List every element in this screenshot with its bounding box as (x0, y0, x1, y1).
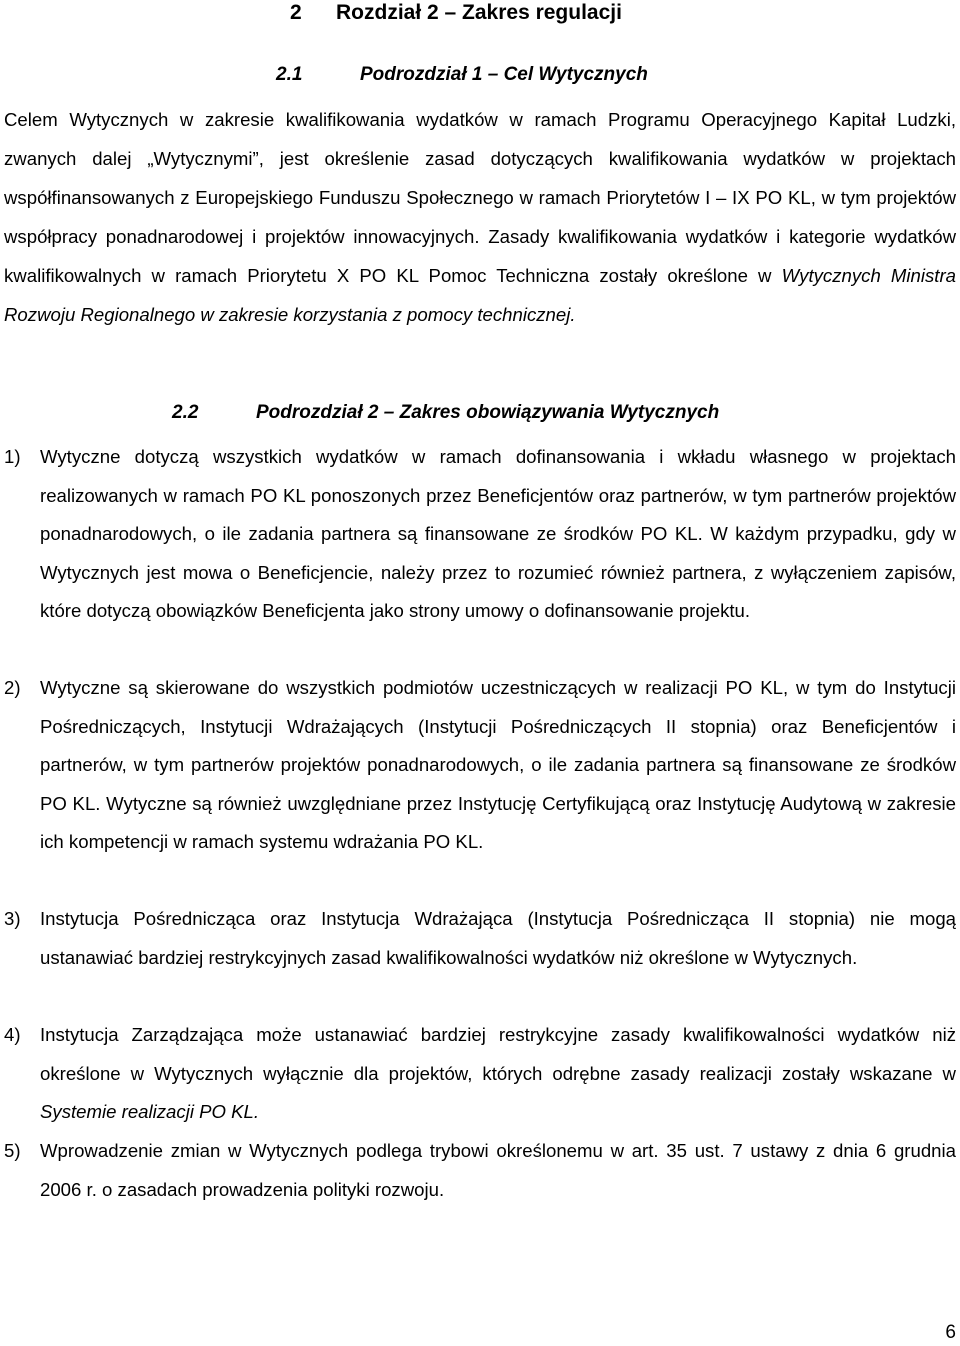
chapter-title: Rozdział 2 – Zakres regulacji (336, 1, 622, 24)
list-item (4, 438, 956, 631)
list-item (4, 1016, 956, 1132)
list-item-reference-italic: Systemie realizacji PO KL. (40, 1101, 260, 1122)
list-item-marker: 4) (4, 1024, 21, 1045)
section-number: 2.2 (172, 402, 199, 423)
section-2-1-paragraph (4, 100, 956, 334)
list-item-text: Wytyczne są skierowane do wszystkich podmiotów uczestniczących w realizacji PO KL, w tym do Instytucji Pośredniczących, Instytucji Wdrażających (Instytucji Pośredniczących II stopnia) oraz Beneficjentów i partnerów, w tym partnerów projektów ponadnarodowych, o ile zadania partnera są finansowane ze środków PO KL. Wytyczne są również uwzględniane przez Instytucję Certyfikującą oraz Instytucję Audytową w zakresie ich kompetencji w ramach systemu wdrażania PO KL. (40, 677, 956, 852)
list-item-text: Wytyczne dotyczą wszystkich wydatków w ramach dofinansowania i wkładu własnego w projektach realizowanych w ramach PO KL ponoszonych przez Beneficjentów oraz partnerów, w tym partnerów projektów ponadnarodowych, o ile zadania partnera są finansowane ze środków PO KL. W każdym przypadku, gdy w Wytycznych jest mowa o Beneficjencie, należy przez to rozumieć również partnera, z wyłączeniem zapisów, które dotyczą obowiązków Beneficjenta jako strony umowy o dofinansowanie projektu. (40, 446, 956, 621)
list-item-text: Instytucja Zarządzająca może ustanawiać bardziej restrykcyjne zasady kwalifikowalności wydatków niż określone w Wytycznych wyłącznie dla projektów, których odrębne zasady realizacji zostały wskazane w (40, 1024, 956, 1084)
section-title: Podrozdział 1 – Cel Wytycznych (360, 64, 648, 85)
list-item-marker: 5) (4, 1140, 21, 1161)
list-item-marker: 3) (4, 908, 21, 929)
section-heading-2-1 (276, 62, 648, 88)
list-item (4, 1132, 956, 1209)
section-title: Podrozdział 2 – Zakres obowiązywania Wytycznych (256, 402, 720, 423)
list-item-text: Wprowadzenie zmian w Wytycznych podlega trybowi określonemu w art. 35 ust. 7 ustawy z dnia 6 grudnia 2006 r. o zasadach prowadzenia polityki rozwoju. (40, 1140, 956, 1200)
list-item (4, 900, 956, 977)
paragraph-text: Celem Wytycznych w zakresie kwalifikowania wydatków w ramach Programu Operacyjnego Kapitał Ludzki, zwanych dalej „Wytycznymi”, jest określenie zasad dotyczących kwalifikowania wydatków w projektach współfinansowanych z Europejskiego Funduszu Społecznego w ramach Priorytetów I – IX PO KL, w tym projektów współpracy ponadnarodowej i projektów innowacyjnych. Zasady kwalifikowania wydatków i kategorie wydatków kwalifikowalnych w ramach Priorytetu X PO KL Pomoc Techniczna zostały określone w (4, 109, 956, 286)
list-item-text: Instytucja Pośrednicząca oraz Instytucja Wdrażająca (Instytucja Pośrednicząca II stopnia) nie mogą ustanawiać bardziej restrykcyjnych zasad kwalifikowalności wydatków niż określone w Wytycznych. (40, 908, 956, 968)
list-item-marker: 2) (4, 677, 21, 698)
section-number: 2.1 (276, 64, 303, 85)
chapter-number: 2 (290, 1, 302, 24)
paragraph-reference-italic: Wytycznych Ministra Rozwoju Regionalnego w zakresie korzystania z pomocy technicznej. (4, 265, 956, 325)
list-item (4, 669, 956, 862)
section-heading-2-2 (172, 400, 719, 426)
page-number: 6 (945, 1322, 956, 1343)
chapter-heading (290, 0, 950, 26)
list-item-marker: 1) (4, 446, 21, 467)
